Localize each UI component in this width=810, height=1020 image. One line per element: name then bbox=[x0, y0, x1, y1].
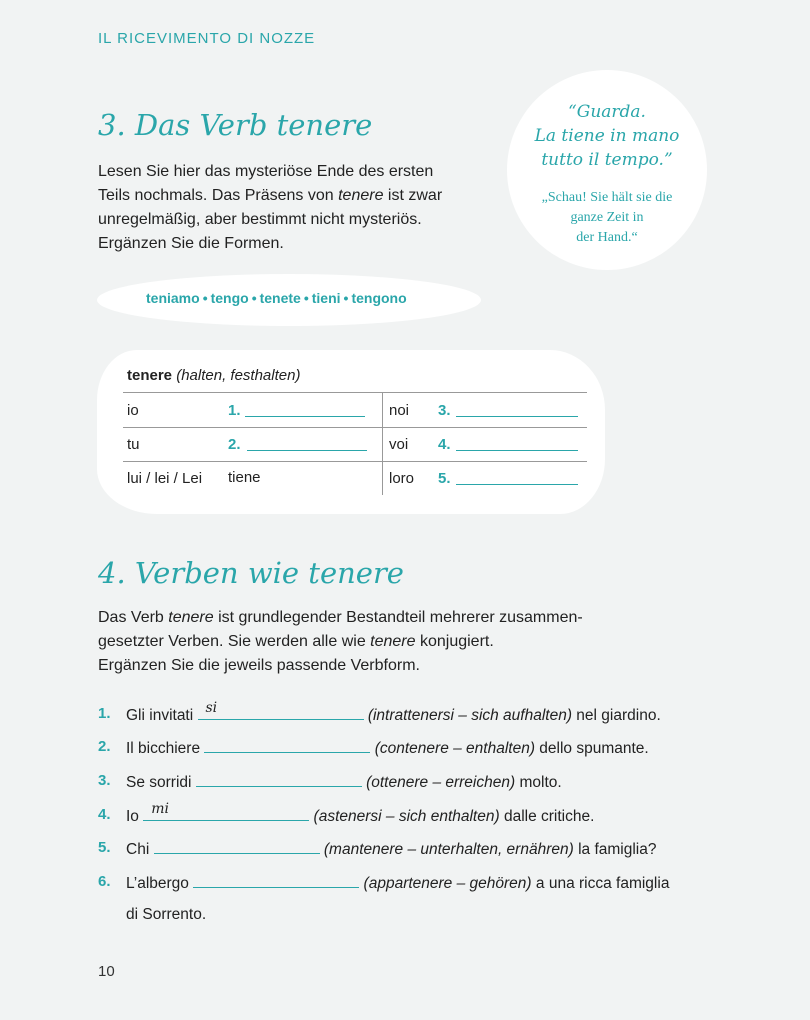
exercise-number: 5. bbox=[98, 839, 111, 856]
table-rule bbox=[123, 427, 587, 428]
quote-italian: “Guarda. La tiene in mano tutto il tempo.” bbox=[534, 102, 680, 170]
exercise-5: Chi (mantenere – unterhalten, ernähren) la famiglia? bbox=[126, 841, 657, 858]
section-4-intro bbox=[98, 606, 583, 678]
pronoun-noi: noi bbox=[389, 402, 410, 419]
exercise-number: 2. bbox=[98, 738, 111, 755]
word-bank-item: teniamo bbox=[146, 290, 200, 306]
intro-line-2: Teils nochmals. Das Präsens von tenere ist zwar bbox=[98, 187, 443, 204]
intro-line-3: Ergänzen Sie die jeweils passende Verbform. bbox=[98, 657, 420, 674]
quote-bubble bbox=[507, 70, 707, 270]
handwritten-hint: mi bbox=[151, 801, 169, 817]
answer-blank[interactable] bbox=[196, 772, 362, 787]
word-bank-item: tengo bbox=[210, 290, 249, 306]
pronoun-voi: voi bbox=[389, 436, 409, 453]
table-divider bbox=[382, 392, 383, 495]
quote-german: „Schau! Sie hält sie die ganze Zeit in der Hand.“ bbox=[541, 190, 673, 245]
blank-number-3: 3. bbox=[438, 402, 451, 419]
exercise-6: L’albergo (appartenere – gehören) a una ricca famiglia bbox=[126, 875, 670, 892]
exercise-number: 1. bbox=[98, 705, 111, 722]
answer-blank[interactable] bbox=[204, 738, 370, 753]
answer-blank-4[interactable] bbox=[456, 450, 578, 451]
exercise-2: Il bicchiere (contenere – enthalten) dello spumante. bbox=[126, 740, 649, 757]
conjugation-table-header: tenere (halten, festhalten) bbox=[127, 367, 301, 384]
given-form-tiene: tiene bbox=[228, 469, 261, 486]
word-bank-item: tieni bbox=[311, 290, 341, 306]
exercise-6-continuation: di Sorrento. bbox=[126, 906, 207, 923]
word-bank-item: tenete bbox=[259, 290, 301, 306]
answer-blank-1[interactable] bbox=[245, 416, 365, 417]
blank-number-4: 4. bbox=[438, 436, 451, 453]
answer-blank-2[interactable] bbox=[247, 450, 367, 451]
answer-blank-5[interactable] bbox=[456, 484, 578, 485]
section-4-title: 4. Verben wie tenere bbox=[98, 556, 404, 590]
section-3-title: 3. Das Verb tenere bbox=[98, 108, 373, 142]
page-number: 10 bbox=[98, 963, 115, 980]
intro-line-3: unregelmäßig, aber bestimmt nicht mysteriös. bbox=[98, 211, 422, 228]
blank-number-5: 5. bbox=[438, 470, 451, 487]
blank-number-1: 1. bbox=[228, 402, 241, 419]
intro-line-2: gesetzter Verben. Sie werden alle wie tenere konjugiert. bbox=[98, 633, 494, 650]
word-bank-item: tengono bbox=[351, 290, 407, 306]
handwritten-hint: si bbox=[205, 700, 218, 716]
pronoun-lui-lei: lui / lei / Lei bbox=[127, 470, 203, 487]
answer-blank[interactable] bbox=[193, 873, 359, 888]
exercise-1: Gli invitati si (intrattenersi – sich aufhalten) nel giardino. bbox=[126, 700, 661, 724]
exercise-number: 4. bbox=[98, 806, 111, 823]
pronoun-loro: loro bbox=[389, 470, 415, 487]
answer-blank[interactable] bbox=[154, 839, 320, 854]
word-bank: teniamo • tengo • tenete • tieni • tengono bbox=[146, 290, 407, 306]
answer-blank[interactable] bbox=[143, 801, 309, 821]
exercise-number: 6. bbox=[98, 873, 111, 890]
running-header: IL RICEVIMENTO DI NOZZE bbox=[98, 30, 316, 47]
blank-number-2: 2. bbox=[228, 436, 241, 453]
exercise-number: 3. bbox=[98, 772, 111, 789]
answer-blank[interactable] bbox=[198, 700, 364, 720]
pronoun-io: io bbox=[127, 402, 139, 419]
answer-blank-3[interactable] bbox=[456, 416, 578, 417]
intro-line-4: Ergänzen Sie die Formen. bbox=[98, 235, 284, 252]
intro-line-1: Lesen Sie hier das mysteriöse Ende des ersten bbox=[98, 163, 434, 180]
intro-line-1: Das Verb tenere ist grundlegender Bestandteil mehrerer zusammen- bbox=[98, 609, 583, 626]
table-rule bbox=[123, 461, 587, 462]
table-rule bbox=[123, 392, 587, 393]
section-3-intro bbox=[98, 160, 442, 256]
exercise-3: Se sorridi (ottenere – erreichen) molto. bbox=[126, 774, 562, 791]
exercise-4: Io mi (astenersi – sich enthalten) dalle critiche. bbox=[126, 801, 595, 825]
pronoun-tu: tu bbox=[127, 436, 140, 453]
